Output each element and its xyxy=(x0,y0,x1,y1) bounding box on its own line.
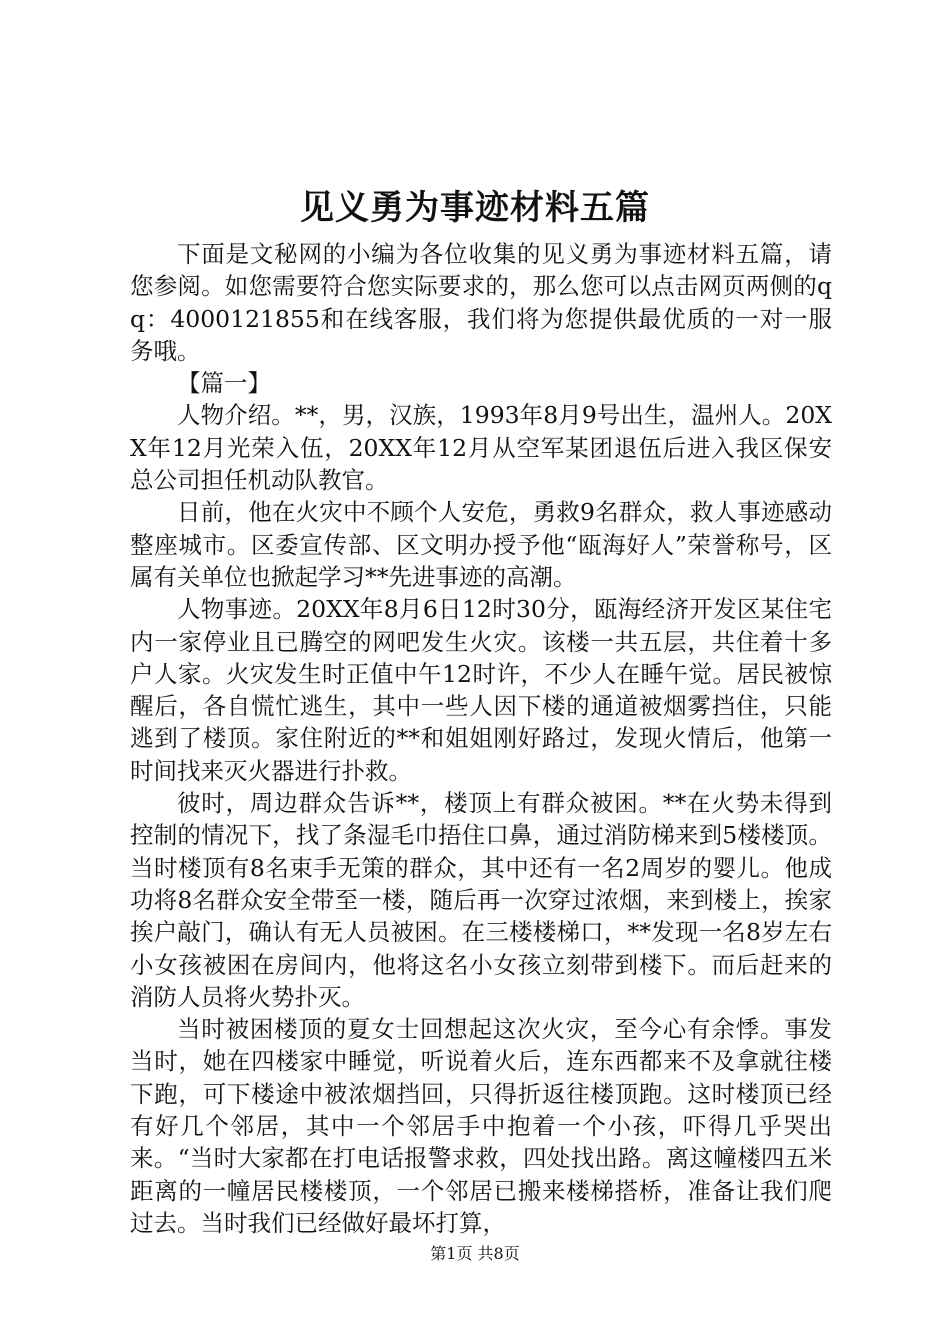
paragraph-rescue: 彼时，周边群众告诉**，楼顶上有群众被困。**在火势未得到控制的情况下，找了条湿毛巾捂住口鼻，通过消防梯来到5楼楼顶。当时楼顶有8名束手无策的群众，其中还有一名2周岁的婴儿。他成功将8名群众安全带至一楼，随后再一次穿过浓烟，来到楼上，挨家挨户敲门，确认有无人员被困。在三楼楼梯口，**发现一名8岁左右小女孩被困在房间内，他将这名小女孩立刻带到楼下。而后赶来的消防人员将火势扑灭。 xyxy=(130,789,832,1011)
paragraph-intro: 下面是文秘网的小编为各位收集的见义勇为事迹材料五篇，请您参阅。如您需要符合您实际要求的，那么您可以点击网页两侧的qq：4000121855和在线客服，我们将为您提供最优质的一对一服务哦。 xyxy=(130,240,832,365)
paragraph-deeds: 人物事迹。20XX年8月6日12时30分，瓯海经济开发区某住宅内一家停业且已腾空的网吧发生火灾。该楼一共五层，共住着十多户人家。火灾发生时正值中午12时许，不少人在睡午觉。居民被惊醒后，各自慌忙逃生，其中一些人因下楼的通道被烟雾挡住，只能逃到了楼顶。家住附近的**和姐姐刚好路过，发现火情后，他第一时间找来灭火器进行扑救。 xyxy=(130,595,832,785)
paragraph-honor: 日前，他在火灾中不顾个人安危，勇救9名群众，救人事迹感动整座城市。区委宣传部、区文明办授予他“瓯海好人”荣誉称号，区属有关单位也掀起学习**先进事迹的高潮。 xyxy=(130,498,832,591)
paragraph-witness: 当时被困楼顶的夏女士回想起这次火灾，至今心有余悸。事发当时，她在四楼家中睡觉，听说着火后，连东西都来不及拿就往楼下跑，可下楼途中被浓烟挡回，只得折返往楼顶跑。这时楼顶已经有好几个邻居，其中一个邻居手中抱着一个小孩，吓得几乎哭出来。“当时大家都在打电话报警求救，四处找出路。离这幢楼四五米距离的一幢居民楼楼顶，一个邻居已搬来楼梯搭桥，准备让我们爬过去。当时我们已经做好最坏打算， xyxy=(130,1015,832,1237)
paragraph-profile: 人物介绍。**，男，汉族，1993年8月9号出生，温州人。20XX年12月光荣入伍，20XX年12月从空军某团退伍后进入我区保安总公司担任机动队教官。 xyxy=(130,401,832,495)
document-body xyxy=(130,238,832,1239)
section-heading: 【篇一】 xyxy=(177,369,271,398)
page-number-footer: 第1页 共8页 xyxy=(430,1244,520,1263)
document-title: 见义勇为事迹材料五篇 xyxy=(300,188,650,228)
